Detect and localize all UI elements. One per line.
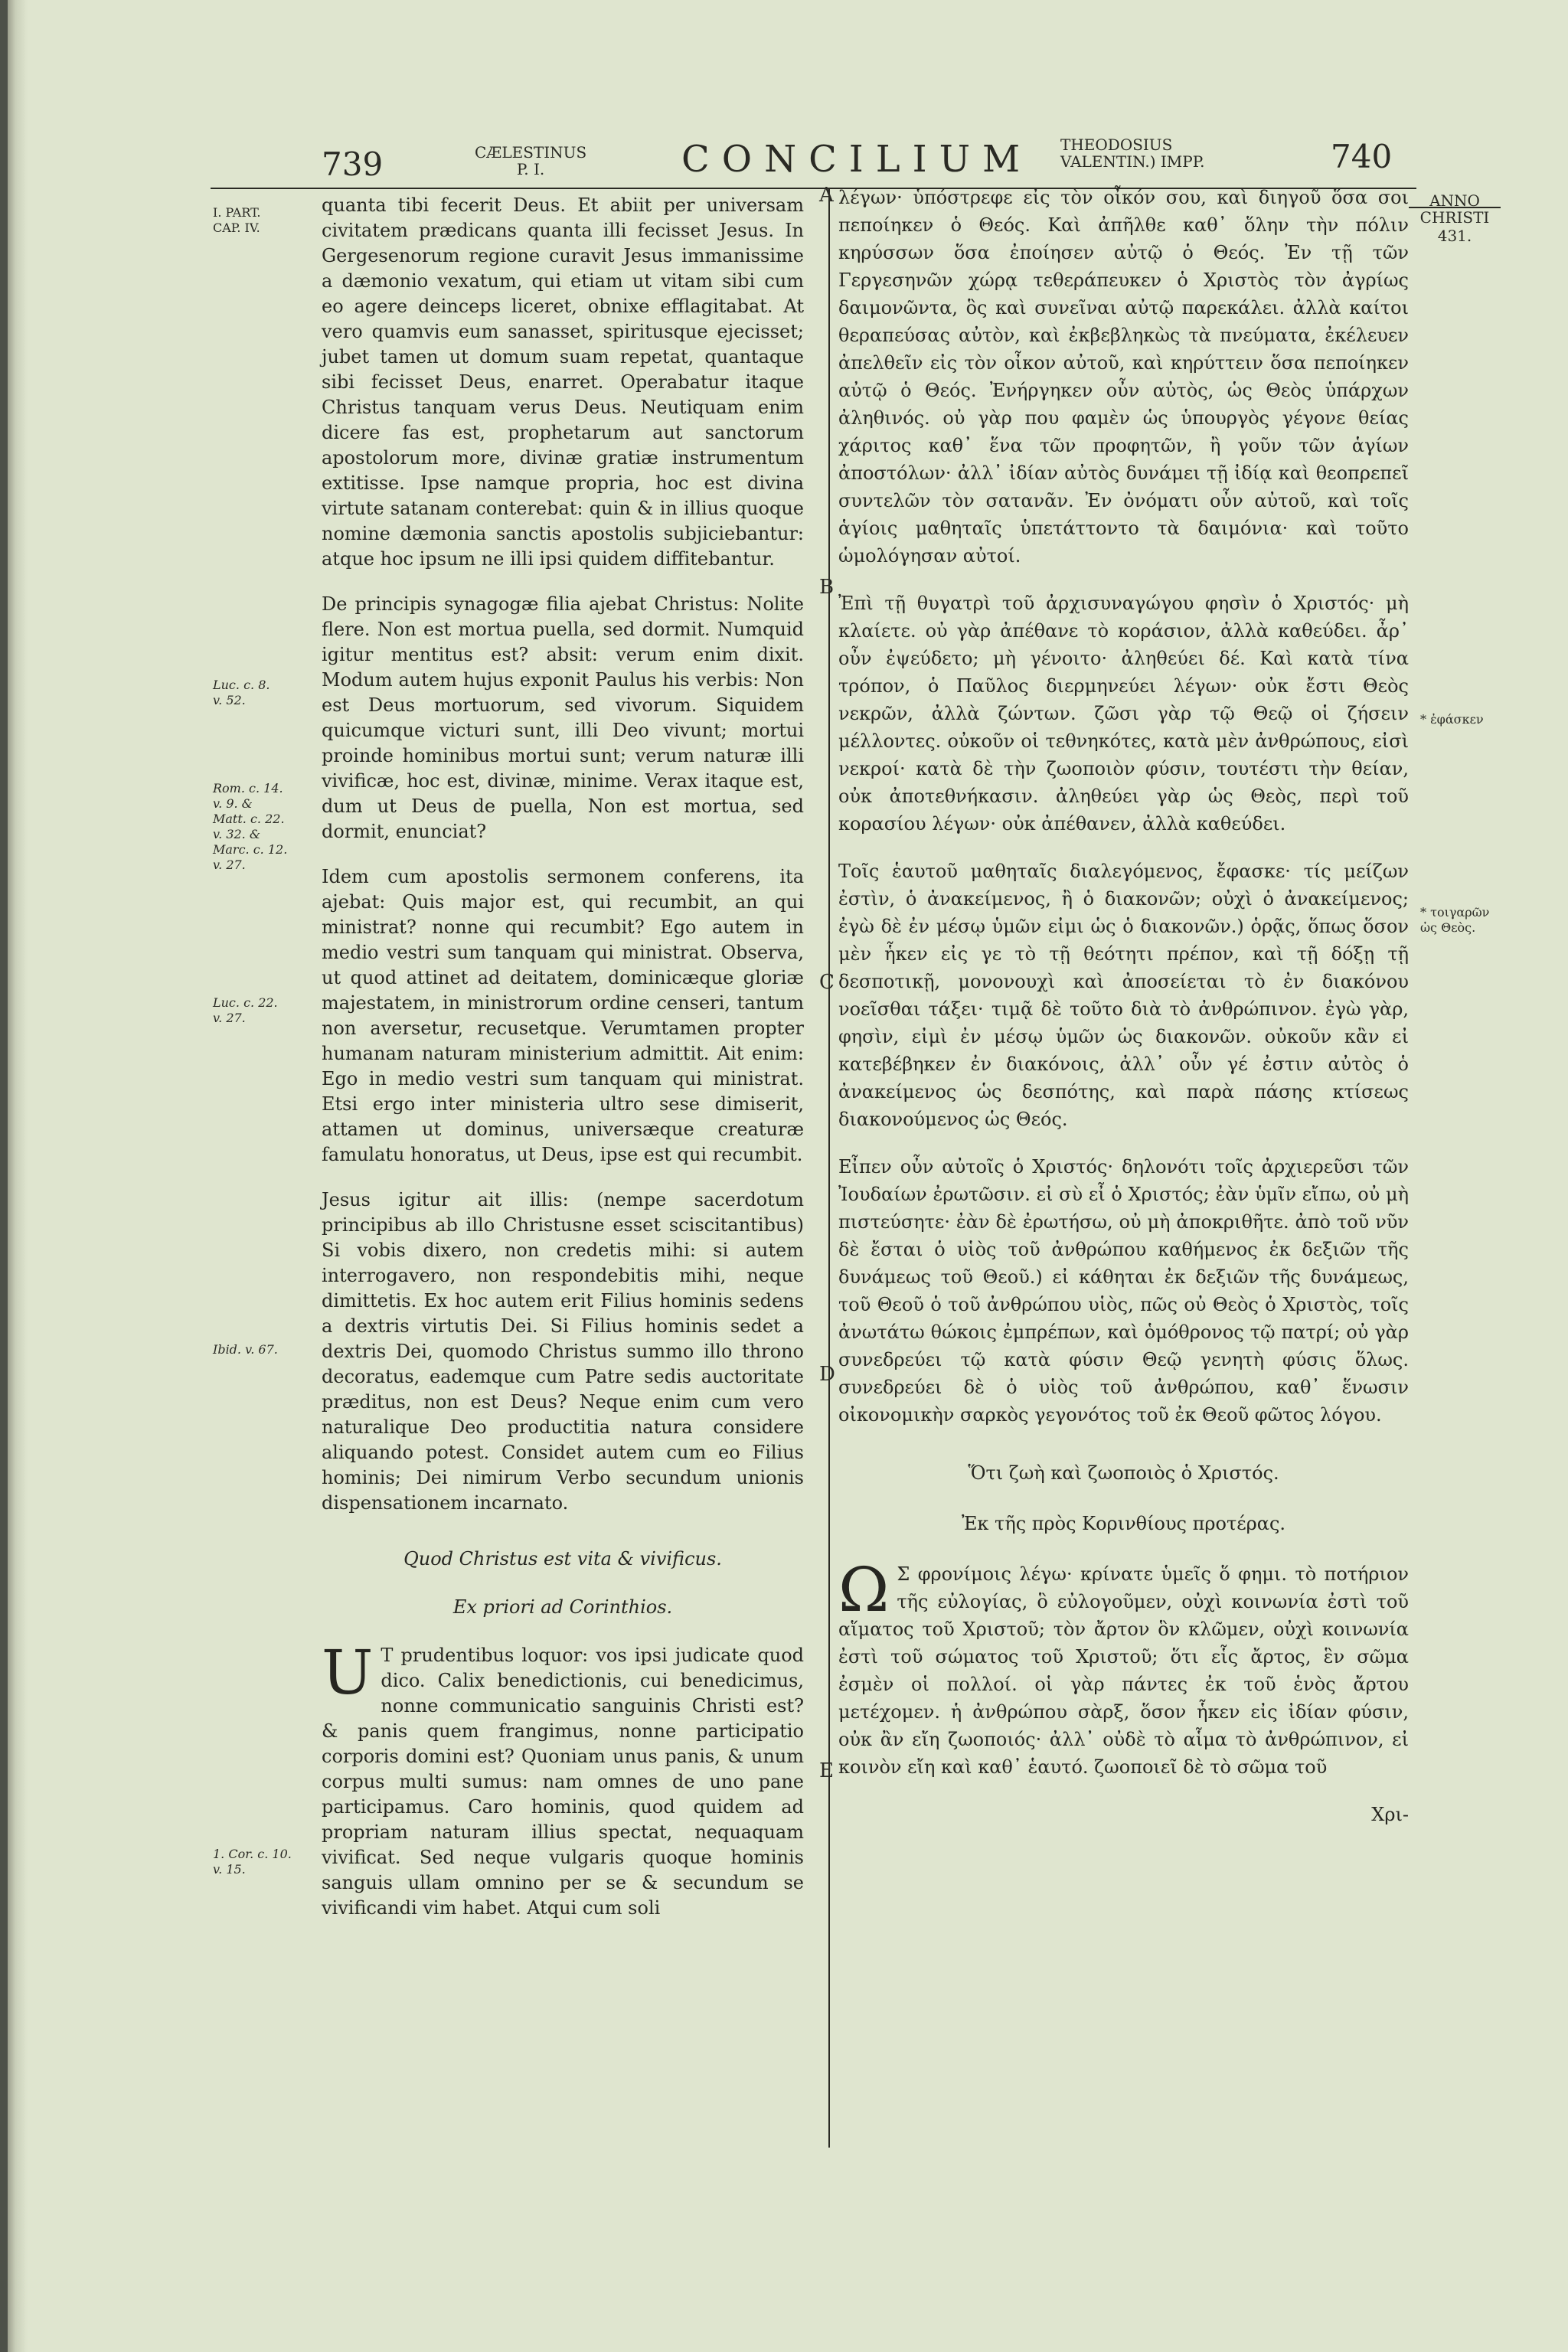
margin-note-text: Luc. c. 8. — [213, 678, 270, 692]
section-letter-d: D — [819, 1363, 835, 1386]
margin-part — [213, 205, 312, 236]
latin-paragraph: De principis synagogæ filia ajebat Christus: Nolite flere. Non est mortua puella, sed dormit. Numquid igitur mentitus est? absit: verum enim dixit. Modum autem hujus exponit Paulus his verbis: Non est Deus mortuorum, sed vivorum. Siquidem quicumque victuri sunt, illi Deo vivunt; mortui proinde hominibus mortui sunt; verum naturæ illi vivificæ, hoc est, divinæ, minime. Verax itaque est, dum ut Deus de puella, Non est mortua, sed dormit, enunciat? — [322, 593, 804, 842]
greek-paragraph: Εἶπεν οὖν αὐτοῖς ὁ Χριστός· δηλονότι τοῖς ἀρχιερεῦσι τῶν Ἰουδαίων ἐρωτῶσιν. εἰ σὺ εἶ ὁ Χριστός; ἐὰν ὑμῖν εἴπω, οὐ μὴ πιστεύσητε· ἐὰν δὲ ἐρωτήσω, οὐ μὴ ἀποκριθῆτε. ἀπὸ τοῦ νῦν δὲ ἔσται ὁ υἱὸς τοῦ ἀνθρώπου καθήμενος ἐκ δεξιῶν τῆς δυνάμεως τοῦ Θεοῦ.) εἰ κάθηται ἐκ δεξιῶν τῆς δυνάμεως, τοῦ Θεοῦ ὁ τοῦ ἀνθρώπου υἱὸς, πῶς οὐ Θεὸς ὁ Χριστὸς, τοῖς ἀνωτάτω θώκοις ἐμπρέπων, καὶ ὁμόθρονος τῷ πατρί; οὐ γὰρ συνεδρεύει τῷ κατὰ φύσιν Θεῷ γενητὴ φύσις ὅλως. συνεδρεύει δὲ ὁ υἱὸς τοῦ ἀνθρώπου, καθ᾽ ἕνωσιν οἰκονομικὴν σαρκὸς γεγονότος τοῦ ἐκ Θεοῦ φῶτος λόγου. — [838, 1156, 1409, 1426]
greek-source-heading: Ἐκ τῆς πρὸς Κορινθίους προτέρας. — [961, 1513, 1286, 1534]
section-letter-c: C — [819, 971, 835, 994]
page-title: CONCILIUM — [681, 138, 1033, 181]
margin-note-text: v. 27. — [213, 1011, 246, 1025]
section-letter-b: B — [819, 576, 835, 599]
year-sub: CHRISTI — [1419, 208, 1490, 227]
pope-heading — [475, 144, 586, 178]
greek-paragraph — [838, 1554, 1409, 1781]
margin-cap-label: CAP. IV. — [213, 220, 260, 235]
margin-note-text: * τοιγαρῶν — [1420, 905, 1490, 920]
latin-paragraph — [322, 1637, 804, 1921]
margin-note-text: v. 9. & — [213, 796, 253, 811]
greek-paragraph-text: Σ φρονίμοις λέγω· κρίνατε ὑμεῖς ὅ φημι. τὸ ποτήριον τῆς εὐλογίας, ὃ εὐλογοῦμεν, οὐχὶ κοινωνία ἐστὶ τοῦ αἵματος τοῦ Χριστοῦ; τὸν ἄρτον ὃν κλῶμεν, οὐχὶ κοινωνία ἐστὶ τοῦ σώματος τοῦ Χριστοῦ; ὅτι εἷς ἄρτος, ἓν σῶμα ἐσμὲν οἱ πολλοί. οἱ γὰρ πάντες ἐκ τοῦ ἑνὸς ἄρτου μετέχομεν. ἡ ἀνθρώπου σὰρξ, ὅσον ἧκεν εἰς ἰδίαν φύσιν, οὐκ ἂν εἴη ζωοποιός· ἀλλ᾽ οὐδὲ τὸ αἷμα τὸ ἀνθρώπινον, εἰ κοινὸν εἴη καὶ καθ᾽ ἑαυτό. ζωοποιεῖ δὲ τὸ σῶμα τοῦ — [838, 1563, 1409, 1778]
margin-note-variant2 — [1420, 905, 1558, 936]
greek-drop-cap: Ω — [838, 1554, 890, 1625]
catchword: Χρι- — [1371, 1804, 1409, 1825]
margin-note-luc8 — [213, 678, 312, 708]
page-edge — [8, 0, 28, 2352]
year-value: 431. — [1437, 227, 1472, 245]
latin-paragraph: Idem cum apostolis sermonem conferens, ita ajebat: Quis major est, qui recumbit, an qui ministrat? nonne qui recumbit? Ego autem in medio vestri sum tanquam qui ministrat. Observa, ut quod attinet ad deitatem, dominicæque gloriæ majestatem, in ministrorum ordine censeri, tantum non aversetur, recusetque. Verumtamen propter humanam naturam ministerium admittit. Ait enim: Ego in medio vestri sum tanquam qui ministrat. Etsi ergo inter ministeria ultro sese dimiserit, attamen ut dominus, universæque creaturæ famulatu honoratus, ut Deus, ipse est qui recumbit. — [322, 866, 804, 1165]
margin-note-text: ὡς Θεὸς. — [1420, 920, 1476, 935]
margin-note-cor10 — [213, 1847, 312, 1877]
pope-name: CÆLESTINUS — [475, 143, 587, 162]
emperor-line2: VALENTIN.) IMPP. — [1060, 152, 1205, 171]
year-label: ANNO — [1429, 191, 1480, 210]
margin-note-luc22 — [213, 995, 312, 1026]
margin-note-text: v. 32. & — [213, 827, 261, 841]
margin-part-label: I. PART. — [213, 205, 261, 220]
emperor-line1: THEODOSIUS — [1060, 136, 1173, 154]
latin-paragraph: quanta tibi fecerit Deus. Et abiit per universam civitatem prædicans quanta illi fecisset Jesus. In Gergesenorum regione curavit Jesus immanissime a dæmonio vexatum, qui etiam ut vitam sibi cum eo agere deinceps liceret, obnixe efflagitabat. At vero quamvis eum sanasset, spiritusque ejecisset; jubet tamen ut domum suam repetat, quantaque sibi fecisset Deus, enarret. Operabatur itaque Christus tanquam verus Deus. Neutiquam enim dicere fas est, prophetarum aut sanctorum apostolorum more, divinæ gratiæ instrumentum extitisse. Ipse namque propria, hoc est divina virtute satanam conterebat: quin & in illius quoque nomine dæmonia sanctis apostolis subjiciebantur: atque hoc ipsum ne illi ipsi quidem diffitebantur. — [322, 194, 804, 570]
margin-note-text: Luc. c. 22. — [213, 995, 278, 1010]
emperor-heading — [1060, 136, 1205, 170]
margin-note-text: v. 15. — [213, 1862, 246, 1877]
greek-paragraph: Τοῖς ἑαυτοῦ μαθηταῖς διαλεγόμενος, ἔφασκε· τίς μείζων ἐστὶν, ὁ ἀνακείμενος, ἢ ὁ διακονῶν; οὐχὶ ὁ ἀνακείμενος; ἐγὼ δὲ ἐν μέσῳ ὑμῶν εἰμι ὡς ὁ διακονῶν.) ὁρᾷς, ὅπως ὅσον μὲν ἧκεν εἰς γε τὸ τῇ θεότητι πρέπον, καὶ τῇ δόξῃ τῇ δεσποτικῇ, μονονουχὶ καὶ ἀποσείεται τὸ ἐν διακόνου νοεῖσθαι τάξει· τιμᾷ δὲ τοῦτο διὰ τὸ ἀνθρώπινον. ἐγὼ γὰρ, φησὶν, εἰμὶ ἐν μέσῳ ὑμῶν ὡς διακονῶν. οὐκοῦν κἂν εἰ κατεβέβηκεν ἐν διακόνοις, ἀλλ᾽ οὖν γέ ἐστιν αὐτὸς ὁ ἀνακείμενος ὡς δεσπότης, καὶ παρὰ πάσης κτίσεως διακονούμενος ὡς Θεός. — [838, 861, 1409, 1130]
margin-note-text: 1. Cor. c. 10. — [213, 1847, 292, 1861]
latin-column — [322, 193, 804, 1941]
margin-note-text: Ibid. v. 67. — [213, 1342, 278, 1357]
latin-section-heading: Quod Christus est vita & vivificus. — [403, 1548, 722, 1570]
latin-drop-cap: U — [322, 1637, 374, 1708]
margin-note-rom14 — [213, 781, 312, 873]
greek-paragraph: λέγων· ὑπόστρεφε εἰς τὸν οἶκόν σου, καὶ διηγοῦ ὅσα σοι πεποίηκεν ὁ Θεός. Καὶ ἀπῆλθε καθ᾽ ὅλην τὴν πόλιν κηρύσσων ὅσα ἐποίησεν αὐτῷ ὁ Θεός. Ἐν τῇ τῶν Γεργεσηνῶν χώρᾳ τεθεράπευκεν ὁ Χριστὸς τὸν ἀγρίως δαιμονῶντα, ὃς καὶ συνεῖναι αὐτῷ παρεκάλει. ἀλλὰ καίτοι θεραπεύσας αὐτὸν, καὶ ἐκβεβληκὼς τὰ πνεύματα, ἐκέλευεν ἀπελθεῖν εἰς τὸν οἶκον αὐτοῦ, καὶ κηρύττειν ὅσα πεποίηκεν αὐτῷ ὁ Θεός. Ἐνήργηκεν οὖν αὐτὸς, ὡς Θεὸς ὑπάρχων ἀληθινός. οὐ γὰρ που φαμὲν ὡς ὑπουργὸς γέγονε θείας χάριτος καθ᾽ ἕνα τῶν προφητῶν, ἢ γοῦν τῶν ἁγίων ἀποστόλων· ἀλλ᾽ ἰδίαν αὐτὸς δυνάμει τῇ ἰδίᾳ καὶ θεοπρεπεῖ συντελῶν τὸν σατανᾶν. Ἐν ὀνόματι οὖν αὐτοῦ, καὶ τοῖς ἁγίοις μαθηταῖς ὑπετάττοντο τὰ δαιμόνια· καὶ τοῦτο ὡμολόγησαν αὐτοί. — [838, 187, 1409, 567]
column-divider — [828, 188, 830, 2148]
margin-note-text: Matt. c. 22. — [213, 812, 285, 826]
margin-note-variant1 — [1420, 712, 1558, 727]
margin-note-text: Rom. c. 14. — [213, 781, 283, 795]
latin-source-heading: Ex priori ad Corinthios. — [452, 1596, 673, 1618]
greek-section-heading: Ὅτι ζωὴ καὶ ζωοποιὸς ὁ Χριστός. — [968, 1462, 1279, 1484]
margin-note-text: v. 27. — [213, 858, 246, 872]
greek-paragraph: Ἐπὶ τῇ θυγατρὶ τοῦ ἀρχισυναγώγου φησὶν ὁ Χριστός· μὴ κλαίετε. οὐ γὰρ ἀπέθανε τὸ κοράσιον, ἀλλὰ καθεύδει. ἆρ᾽ οὖν ἐψεύδετο; μὴ γένοιτο· ἀληθεύει δέ. Καὶ κατὰ τίνα τρόπον, ὁ Παῦλος διερμηνεύει λέγων· οὐκ ἔστι Θεὸς νεκρῶν, ἀλλὰ ζώντων. ζῶσι γὰρ τῷ Θεῷ οἱ ζήσειν μέλλοντες. οὐκοῦν οἱ τεθνηκότες, κατὰ μὲν ἀνθρώπους, εἰσὶ νεκροί· κατὰ δὲ τὴν ζωοποιὸν φύσιν, τουτέστι τὴν θείαν, οὐκ ἀποτεθνήκασιν. ἀληθεύει γὰρ ὡς Θεὸς, περὶ τοῦ κορασίου λέγων· οὐκ ἀπέθανεν, ἀλλὰ καθεύδει. — [838, 593, 1409, 835]
latin-paragraph: Jesus igitur ait illis: (nempe sacerdotum principibus ab illo Christusne esset sciscitantibus) Si vobis dixero, non credetis mihi: si autem interrogavero, non respondebitis mihi, neque dimittetis. Ex hoc autem erit Filius hominis sedens a dextris virtutis Dei. Si Filius hominis sedet a dextris Dei, quomodo Christus summo illo throno decoratus, eademque cum Patre sedis auctoritate præditus, non est Deus? Neque enim cum vero naturalique Deo productitia natura considere aliquando potest. Considet autem cum eo Filius hominis; Dei nimirum Verbo secundum unionis dispensationem incarnato. — [322, 1189, 804, 1514]
pope-number: P. I. — [516, 160, 545, 178]
margin-note-text: v. 52. — [213, 693, 246, 707]
margin-note-text: Marc. c. 12. — [213, 842, 288, 857]
margin-note-text: * ἐφάσκεν — [1420, 712, 1484, 727]
running-header — [8, 0, 1568, 184]
page-number-right: 740 — [1331, 138, 1393, 175]
section-letter-a: A — [819, 184, 834, 207]
section-letter-e: E — [819, 1759, 834, 1782]
book-page — [8, 0, 1568, 2352]
greek-column — [838, 184, 1409, 1828]
latin-paragraph-text: T prudentibus loquor: vos ipsi judicate quod dico. Calix benedictionis, cui benedicimus, nonne communicatio sanguinis Christi est? & panis quem frangimus, nonne participatio corporis domini est? Quoniam unus panis, & unum corpus multi sumus: nam omnes de uno pane participamus. Caro hominis, quod quidem ad propriam naturam illius spectat, nequaquam vivificat. Sed neque vulgaris quoque hominis sanguis ullam omnino per se & secundum se vivificandi vim habet. Atqui cum soli — [322, 1645, 804, 1919]
year-box — [1409, 191, 1501, 245]
page-number-left: 739 — [322, 145, 384, 183]
margin-note-ibid — [213, 1342, 312, 1357]
